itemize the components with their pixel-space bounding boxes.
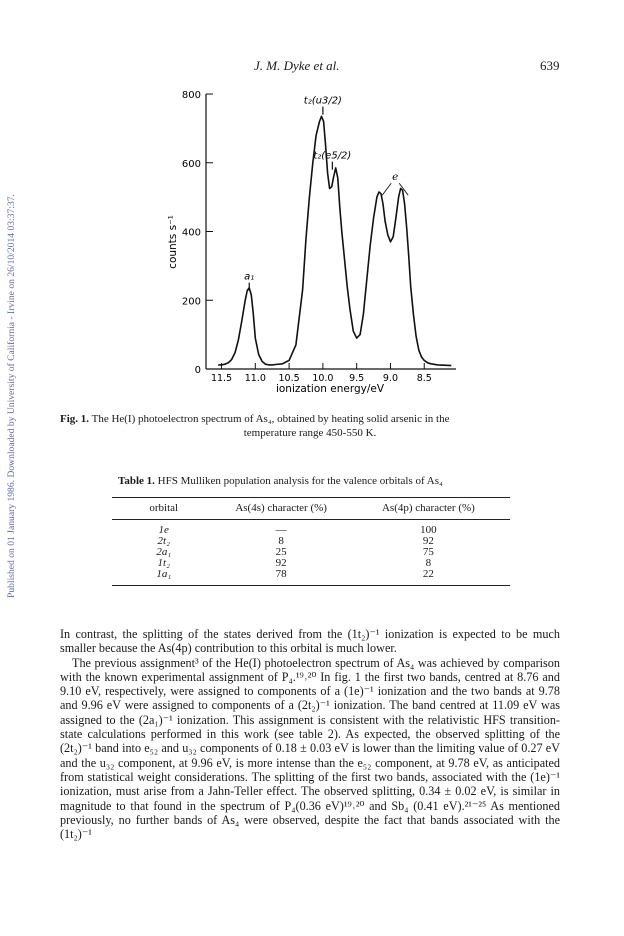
table-row	[112, 547, 510, 558]
x-tick-label: 10.5	[278, 373, 300, 384]
y-tick-label: 800	[181, 90, 201, 101]
figure-label: Fig. 1.	[60, 413, 90, 425]
population-table	[112, 497, 510, 586]
running-title: J. M. Dyke et al.	[254, 58, 340, 73]
page-number: 639	[540, 58, 560, 73]
annotation-label: a₁	[244, 271, 255, 283]
cell-orbital: 1a₁	[112, 569, 215, 586]
cell-4p: 22	[347, 569, 510, 586]
cell-4p: 75	[422, 546, 434, 558]
x-axis-label: ionization energy/eV	[275, 383, 385, 395]
y-tick-label: 0	[194, 365, 201, 376]
paragraph: The previous assignment³ of the He(I) photoelectron spectrum of As₄ was achieved by comparison with the known experimental assignment of P₄.¹⁹˒²⁰ In fig. 1 the first two bands, centred at 8.76 and 9.10 eV, respectively, were assigned to components of a (1e)⁻¹ ionization and the two bands at 9.78 and 9.96 eV were assigned to components of a (2t₂)⁻¹ ionization. The band centred at 11.09 eV was assigned to the (2a₁)⁻¹ ionization. This assignment is consistent with the relativistic HFS transition-state calculations performed in this work (see table 2). As expected, the observed splitting of the (2t₂)⁻¹ band into e₅₂ and u₃₂ components of 0.18 ± 0.03 eV is lower than the limiting value of 0.27 eV and the u₃₂ component, at 9.96 eV, is more intense than the e₅₂ component, at 9.78 eV, as anticipated from statistical weight considerations. The splitting of the first two bands, associated with the (1e)⁻¹ ionization, must arise from a Jahn-Teller effect. The observed splitting, 0.34 ± 0.02 eV, is similar in magnitude to that found in the spectrum of P₄(0.36 eV)¹⁹˒²⁰ and Sb₄ (0.41 eV).²¹⁻²⁵ As mentioned previously, no further bands of As₄ were observed, despite the fact that bands associated with the (1t₂)⁻¹	[60, 655, 560, 842]
x-tick-label: 9.5	[349, 373, 365, 384]
download-notice: Published on 01 January 1986. Downloaded by University of California - Irvine on 26/10/2014 03:37:37.	[6, 194, 17, 598]
x-tick-label: 11.5	[210, 373, 233, 384]
table-row	[112, 520, 510, 537]
table-row	[112, 536, 510, 547]
population-table-wrapper	[112, 497, 510, 586]
cell-4p: 100	[420, 524, 437, 536]
photoelectron-spectrum-chart	[150, 82, 470, 402]
cell-4p: 8	[425, 557, 432, 569]
cell-orbital: 1e	[158, 524, 169, 536]
header-orbital: orbital	[112, 498, 215, 520]
header-4s: As(4s) character (%)	[215, 498, 346, 520]
cell-orbital: 1t₂	[157, 557, 170, 569]
peak-annotations	[244, 96, 408, 291]
page-header	[0, 58, 624, 78]
annotation-label: t₂(e5/2)	[313, 150, 352, 162]
cell-4s: 92	[275, 557, 287, 569]
table-caption: HFS Mulliken population analysis for the valence orbitals of As₄	[157, 475, 443, 487]
annotation-leader	[382, 183, 391, 195]
x-tick-label: 11.0	[244, 373, 266, 384]
table-row	[112, 558, 510, 569]
cell-4p: 92	[422, 535, 434, 547]
cell-4s: 25	[275, 546, 287, 558]
header-4p: As(4p) character (%)	[347, 498, 510, 520]
y-axis-label-group	[167, 215, 179, 269]
body-text	[60, 627, 560, 841]
y-axis-label: counts s⁻¹	[167, 215, 179, 269]
y-tick-label: 400	[181, 227, 201, 239]
download-watermark	[0, 0, 20, 936]
x-tick-label: 8.5	[416, 373, 432, 384]
caption-line-1: The He(I) photoelectron spectrum of As₄, obtained by heating solid arsenic in the	[91, 413, 450, 425]
figure-caption	[60, 412, 560, 440]
y-tick-label: 600	[181, 158, 201, 170]
table-label: Table 1.	[118, 475, 155, 487]
annotation-label: e	[392, 171, 399, 184]
table-row	[112, 569, 510, 586]
chart-axes	[206, 94, 456, 369]
paragraph: In contrast, the splitting of the states derived from the (1t₂)⁻¹ ionization is expected to be much smaller because the As(4p) contribution to this orbital is much lower.	[60, 627, 560, 656]
caption-line-2: temperature range 450-550 K.	[243, 427, 377, 439]
cell-orbital: 2a₁	[156, 546, 172, 558]
x-tick-label: 9.0	[382, 373, 399, 384]
annotation-label: t₂(u3/2)	[303, 95, 342, 107]
cell-orbital: 2t₂	[157, 535, 170, 547]
table-title	[118, 475, 443, 487]
cell-4s: 78	[215, 569, 346, 586]
cell-4s: —	[275, 524, 287, 536]
y-tick-label: 200	[181, 296, 201, 308]
cell-4s: 8	[278, 535, 284, 547]
table-header-row	[112, 498, 510, 520]
x-tick-label: 10.0	[312, 373, 334, 384]
